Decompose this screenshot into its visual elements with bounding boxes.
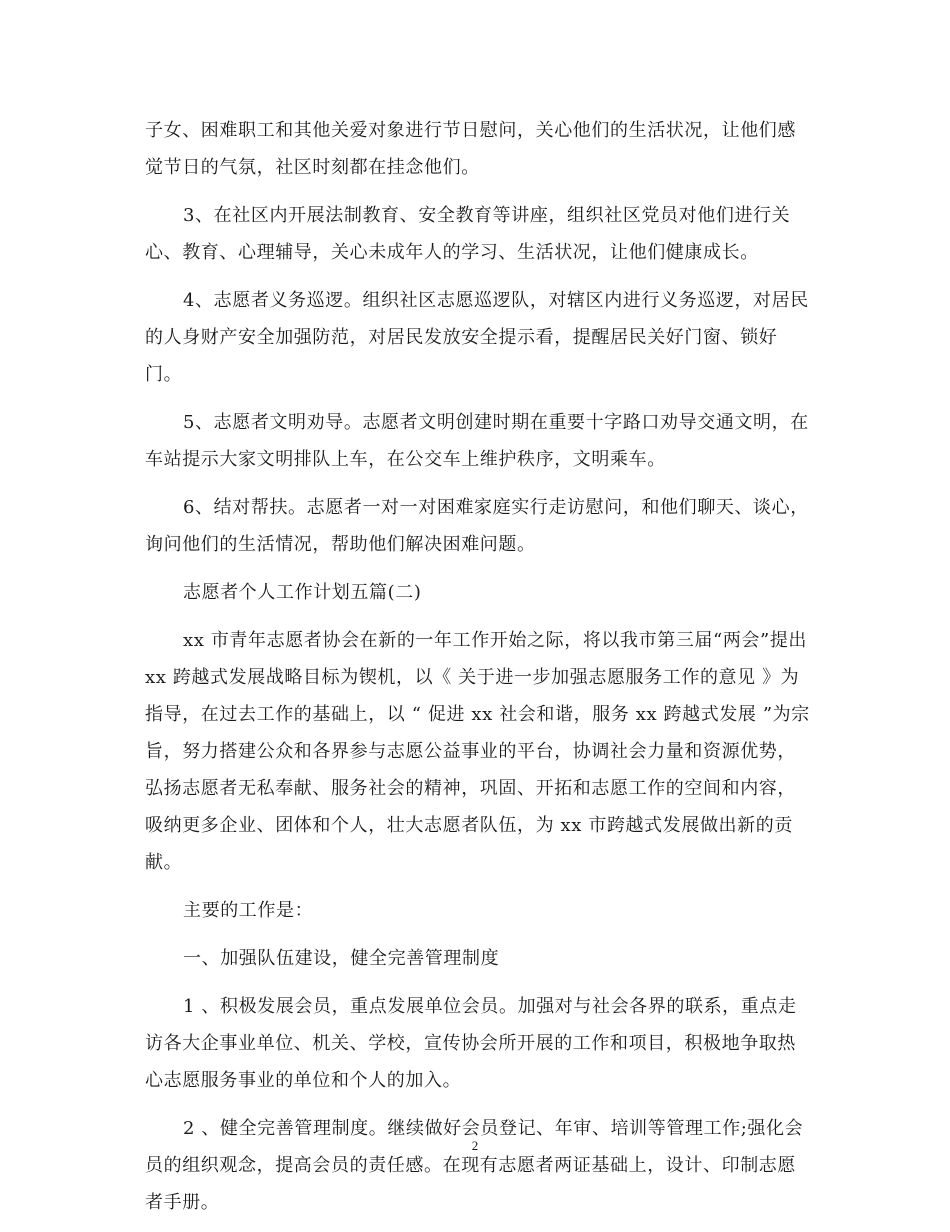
paragraph-3: 4、志愿者义务巡逻。组织社区志愿巡逻队，对辖区内进行义务巡逻，对居民的人身财产安全加强防范，对居民发放安全提示看，提醒居民关好门窗、锁好门。 xyxy=(145,290,809,385)
paragraph-10: 1 、积极发展会员，重点发展单位会员。加强对与社会各界的联系，重点走访各大企事业单位、机关、学校，宣传协会所开展的工作和项目，积极地争取热心志愿服务事业的单位和个人的加入。 xyxy=(145,996,797,1091)
paragraph-7: xx 市青年志愿者协会在新的一年工作开始之际，将以我市第三届“两会”提出 xx 跨越式发展战略目标为锲机，以《 关于进一步加强志愿服务工作的意见 》为指导，在过去工作的基础上，以 “ 促进 xx 社会和谐，服务 xx 跨越式发展 ”为宗旨，努力搭建公众和各界参与志愿公益事业的平台，协调社会力量和资源优势，弘扬志愿者无私奉献、服务社会的精神，巩固、开拓和志愿工作的空间和内容，吸纳更多企业、团体和个人，壮大志愿者队伍，为 xx 市跨越式发展做出新的贡献。 xyxy=(145,630,814,873)
paragraph-8: 主要的工作是： xyxy=(183,900,314,921)
page-number: 2 xyxy=(471,1138,479,1153)
paragraph-1: 子女、困难职工和其他关爱对象进行节日慰问，关心他们的生活状况，让他们感觉节日的气氛，社区时刻都在挂念他们。 xyxy=(145,120,796,178)
paragraph-4: 5、志愿者文明劝导。志愿者文明创建时期在重要十字路口劝导交通文明，在车站提示大家文明排队上车，在公交车上维护秩序，文明乘车。 xyxy=(145,412,809,470)
paragraph-2: 3、在社区内开展法制教育、安全教育等讲座，组织社区党员对他们进行关心、教育、心理辅导，关心未成年人的学习、生活状况，让他们健康成长。 xyxy=(145,205,791,263)
section-heading: 志愿者个人工作计划五篇(二) xyxy=(183,582,422,603)
document-body xyxy=(145,112,814,1232)
paragraph-5: 6、结对帮扶。志愿者一对一对困难家庭实行走访慰问，和他们聊天、谈心，询问他们的生活情况，帮助他们解决困难问题。 xyxy=(145,497,809,555)
paragraph-11: 2 、健全完善管理制度。继续做好会员登记、年审、培训等管理工作;强化会员的组织观念，提高会员的责任感。在现有志愿者两证基础上，设计、印制志愿者手册。 xyxy=(145,1118,804,1213)
subheading: 一、加强队伍建设，健全完善管理制度 xyxy=(183,948,500,969)
